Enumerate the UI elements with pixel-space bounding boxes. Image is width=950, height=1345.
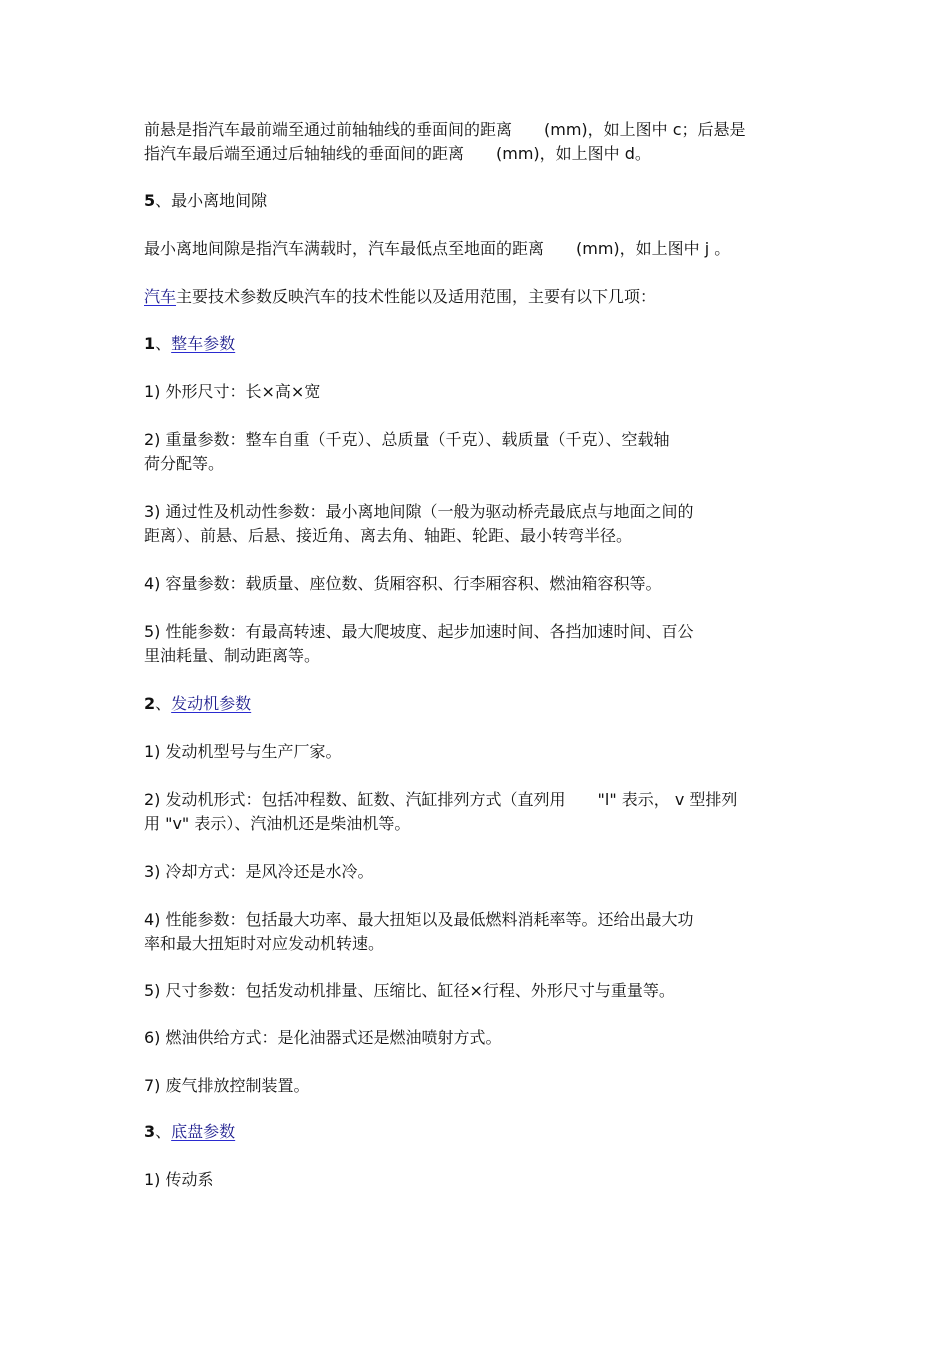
intro-text: 主要技术参数反映汽车的技术性能以及适用范围，主要有以下几项： (176, 287, 657, 306)
chassis-params-link[interactable]: 底盘参数 (171, 1122, 236, 1141)
heading-number: 3 (144, 1122, 156, 1141)
list-item: 1) 外形尺寸：长×高×宽 (144, 382, 321, 401)
list-item: 5) 尺寸参数：包括发动机排量、压缩比、缸径×行程、外形尺寸与重量等。 (144, 981, 675, 1000)
list-item: 3) 通过性及机动性参数：最小离地间隙（一般为驱动桥壳最底点与地面之间的 (144, 502, 694, 521)
list-item: 4) 容量参数：载质量、座位数、货厢容积、行李厢容积、燃油箱容积等。 (144, 574, 662, 593)
section-heading-vehicle-params (144, 333, 235, 355)
list-item: 4) 性能参数：包括最大功率、最大扭矩以及最低燃料消耗率等。还给出最大功 (144, 910, 694, 929)
paragraph-line: 最小离地间隙是指汽车满载时，汽车最低点至地面的距离 (mm)，如上图中 j 。 (144, 239, 731, 258)
paragraph-line: 前悬是指汽车最前端至通过前轴轴线的垂面间的距离 (mm)，如上图中 c；后悬是 (144, 120, 746, 139)
section-heading-engine-params (144, 693, 251, 715)
car-link[interactable]: 汽车 (144, 287, 177, 306)
list-item: 2) 发动机形式：包括冲程数、缸数、汽缸排列方式（直列用 "l" 表示， v 型排列 (144, 790, 738, 809)
list-item: 1) 发动机型号与生产厂家。 (144, 742, 342, 761)
paragraph-line: 指汽车最后端至通过后轴轴线的垂面间的距离 (mm)，如上图中 d。 (144, 144, 651, 163)
list-item-continued: 率和最大扭矩时对应发动机转速。 (144, 934, 385, 953)
intro-paragraph (144, 286, 656, 308)
section-heading-min-ground-clearance (144, 190, 267, 212)
heading-number: 5 (144, 191, 156, 210)
list-item-continued: 里油耗量、制动距离等。 (144, 646, 321, 665)
list-item-continued: 荷分配等。 (144, 454, 225, 473)
list-item: 6) 燃油供给方式：是化油器式还是燃油喷射方式。 (144, 1028, 502, 1047)
heading-number: 1 (144, 334, 156, 353)
vehicle-params-link[interactable]: 整车参数 (171, 334, 236, 353)
section-heading-chassis-params (144, 1121, 235, 1143)
list-item: 2) 重量参数：整车自重（千克）、总质量（千克）、载质量（千克）、空载轴 (144, 430, 670, 449)
list-item-continued: 用 "v" 表示）、汽油机还是柴油机等。 (144, 814, 411, 833)
heading-title: 最小离地间隙 (171, 191, 268, 210)
heading-separator: 、 (155, 191, 172, 210)
heading-separator: 、 (155, 334, 172, 353)
heading-separator: 、 (155, 1122, 172, 1141)
heading-separator: 、 (155, 694, 172, 713)
list-item: 3) 冷却方式：是风冷还是水冷。 (144, 862, 374, 881)
list-item: 5) 性能参数：有最高转速、最大爬坡度、起步加速时间、各挡加速时间、百公 (144, 622, 694, 641)
heading-number: 2 (144, 694, 156, 713)
list-item: 1) 传动系 (144, 1170, 214, 1189)
engine-params-link[interactable]: 发动机参数 (171, 694, 252, 713)
list-item: 7) 废气排放控制装置。 (144, 1076, 310, 1095)
list-item-continued: 距离）、前悬、后悬、接近角、离去角、轴距、轮距、最小转弯半径。 (144, 526, 633, 545)
